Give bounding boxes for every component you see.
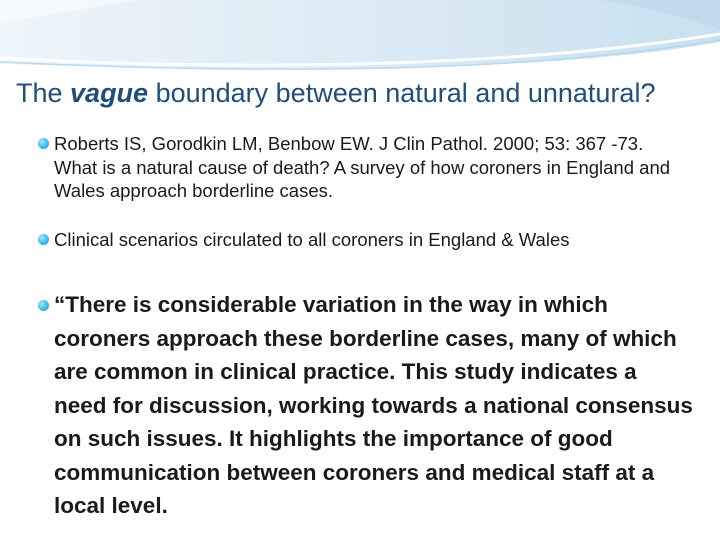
bullet-dot-icon (38, 234, 49, 245)
quote-text: “There is considerable variation in the way in which coroners approach these borderline cases, many of which are common in clinical practice. This study indicates a need for discussion, working towards a national consensus on such issues. It highlights the importance of good communication between coroners and medical staff at a local level. (54, 292, 693, 518)
citation-text: Roberts IS, Gorodkin LM, Benbow EW. J Clin Pathol. 2000; 53: 367 -73. What is a natural cause of death? A survey of how coroners in England and Wales approach borderline cases. (54, 133, 671, 201)
title-text-start: The (16, 78, 71, 108)
scenario-text: Clinical scenarios circulated to all coroners in England & Wales (54, 229, 570, 250)
bullet-dot-icon (38, 138, 49, 149)
title-text-end: boundary between natural and unnatural? (148, 78, 656, 108)
bullet-dot-icon (38, 300, 49, 311)
title-emphasis: vague (70, 78, 149, 108)
